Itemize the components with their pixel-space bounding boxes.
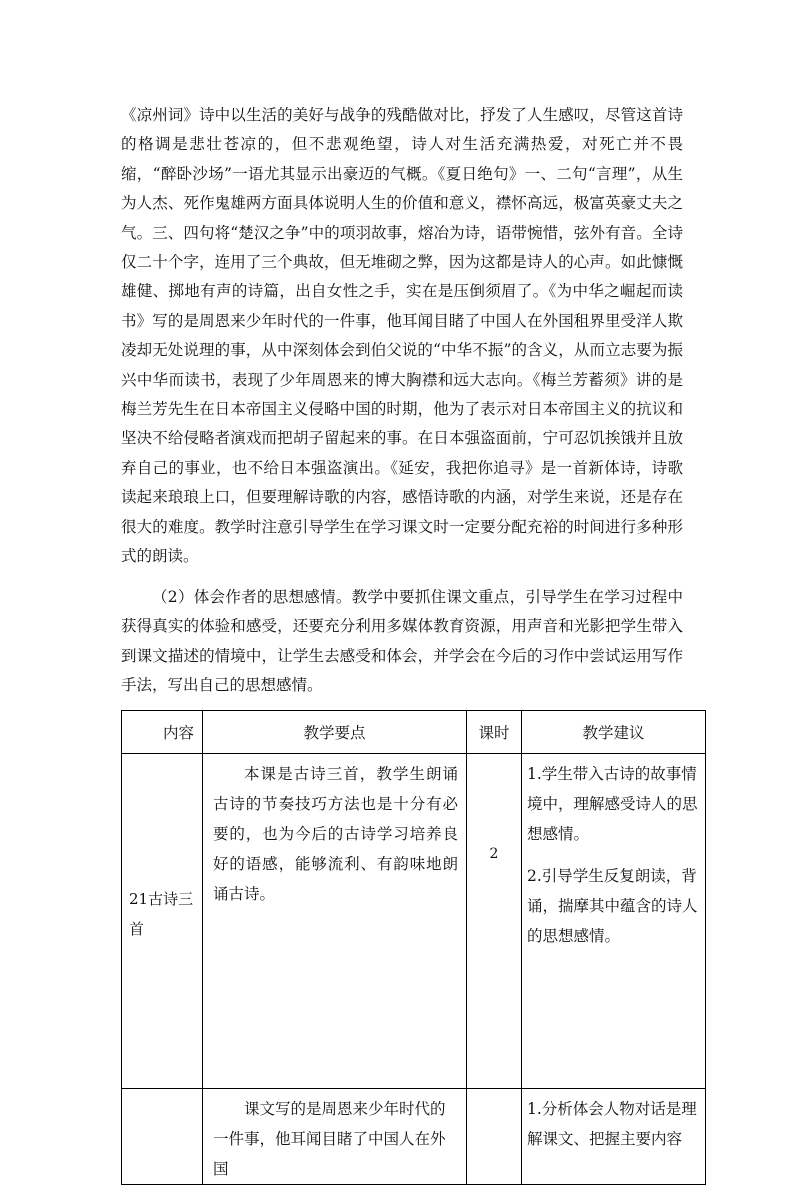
suggestion-item: 2.引导学生反复朗读，背诵，揣摩其中蕴含的诗人的思想感情。 bbox=[527, 867, 698, 945]
lesson-cell bbox=[122, 1089, 203, 1185]
teaching-points-text: 本课是古诗三首，教学生朗诵古诗的节奏技巧方法也是十分有必要的，也为今后的古诗学习培养良好的语感，能够流利、有韵味地朗诵古诗。 bbox=[213, 765, 458, 903]
table-row bbox=[122, 1089, 706, 1185]
header-teaching-suggestions: 教学建议 bbox=[522, 711, 706, 754]
tips-cell bbox=[522, 754, 706, 1089]
table-header-row bbox=[122, 711, 706, 754]
class-hours-value: 2 bbox=[489, 846, 499, 862]
tips-cell bbox=[522, 1089, 706, 1185]
header-class-hours: 课时 bbox=[467, 711, 522, 754]
points-cell bbox=[203, 754, 467, 1089]
header-content: 内容 bbox=[122, 711, 203, 754]
header-teaching-points: 教学要点 bbox=[203, 711, 467, 754]
lesson-title: 21古诗三首 bbox=[129, 890, 194, 938]
teaching-points-text: 课文写的是周恩来少年时代的一件事，他耳闻目睹了中国人在外国 bbox=[213, 1100, 446, 1178]
table-row bbox=[122, 754, 706, 1089]
suggestion-item: 1.分析体会人物对话是理解课文、把握主要内容 bbox=[527, 1100, 697, 1148]
body-paragraph: 《凉州词》诗中以生活的美好与战争的残酷做对比，抒发了人生感叹，尽管这首诗的格调是悲壮苍凉的，但不悲观绝望，诗人对生活充满热爱，对死亡并不畏缩，“醉卧沙场”一语尤其显示出豪迈的气概。《夏日绝句》一、二句“言理”，从生为人杰、死作鬼雄两方面具体说明人生的价值和意义，襟怀高远，极富英豪丈夫之气。三、四句将“楚汉之争”中的项羽故事，熔冶为诗，语带惋惜，弦外有音。全诗仅二十个字，连用了三个典故，但无堆砌之弊，因为这都是诗人的心声。如此慷慨雄健、掷地有声的诗篇，出自女性之手，实在是压倒须眉了。《为中华之崛起而读书》写的是周恩来少年时代的一件事，他耳闻目睹了中国人在外国租界里受洋人欺凌却无处说理的事，从中深刻体会到伯父说的“中华不振”的含义，从而立志要为振兴中华而读书，表现了少年周恩来的博大胸襟和远大志向。《梅兰芳蓄须》讲的是梅兰芳先生在日本帝国主义侵略中国的时期，他为了表示对日本帝国主义的抗议和坚决不给侵略者演戏而把胡子留起来的事。在日本强盗面前，宁可忍饥挨饿并且放弃自己的事业，也不给日本强盗演出。《延安，我把你追寻》是一首新体诗，诗歌读起来琅琅上口，但要理解诗歌的内容，感悟诗歌的内涵，对学生来说，还是存在很大的难度。教学时注意引导学生在学习课文时一定要分配充裕的时间进行多种形式的朗读。 bbox=[121, 106, 683, 566]
hours-cell bbox=[467, 1089, 522, 1185]
points-cell bbox=[203, 1089, 467, 1185]
teaching-plan-table bbox=[121, 710, 706, 1185]
lesson-cell bbox=[122, 754, 203, 1089]
hours-cell bbox=[467, 754, 522, 1089]
body-paragraph: （2）体会作者的思想感情。教学中要抓住课文重点，引导学生在学习过程中获得真实的体验和感受，还要充分利用多媒体教育资源，用声音和光影把学生带入到课文描述的情境中，让学生去感受和体会，并学会在今后的习作中尝试运用写作手法，写出自己的思想感情。 bbox=[121, 588, 683, 695]
suggestion-item: 1.学生带入古诗的故事情境中，理解感受诗人的思想感情。 bbox=[527, 765, 698, 843]
